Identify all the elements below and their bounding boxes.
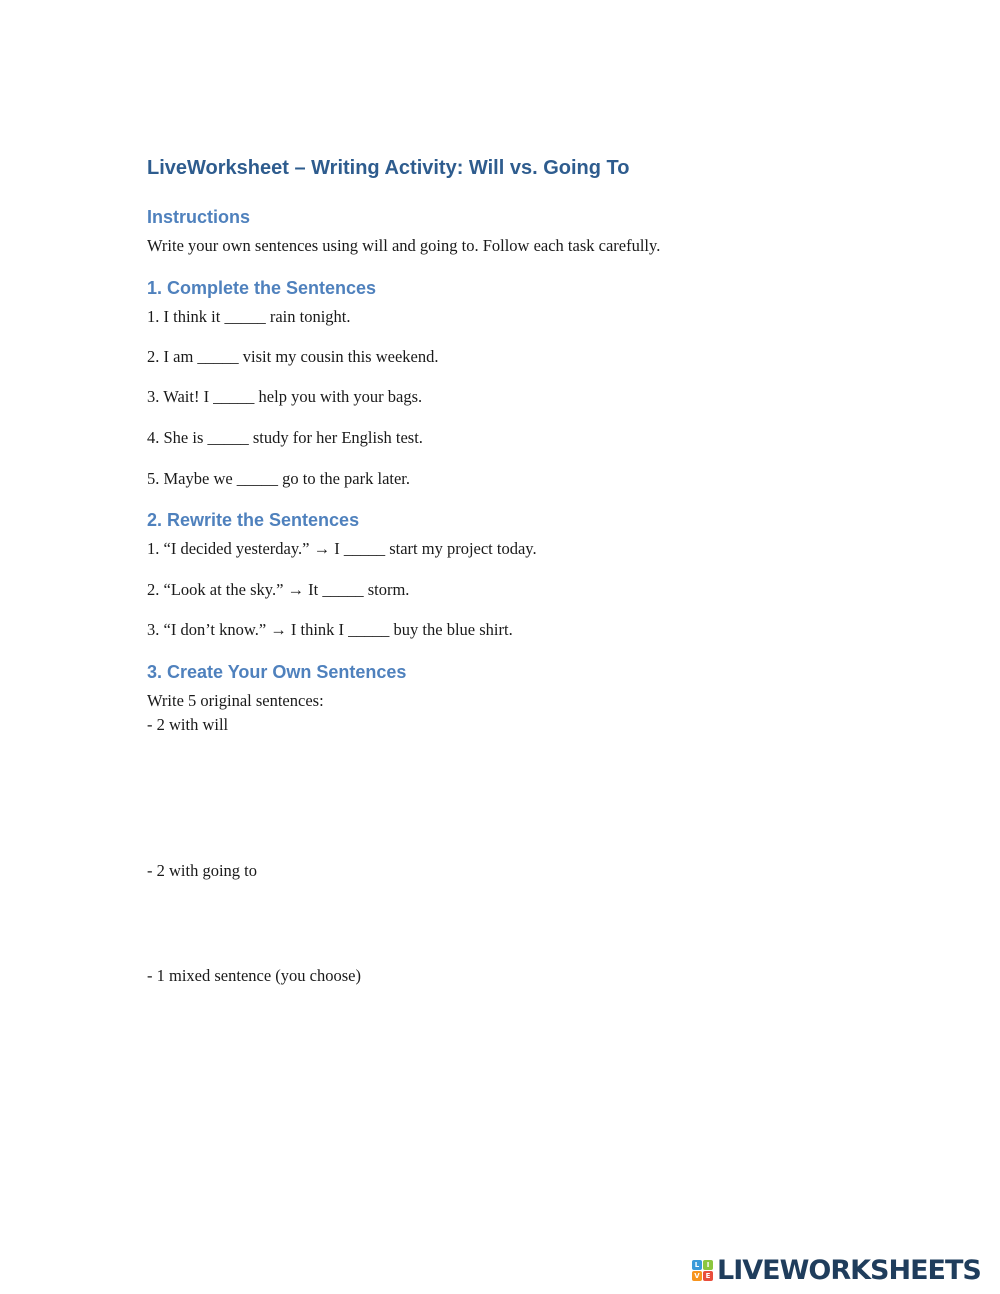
section3-heading: 3. Create Your Own Sentences	[147, 662, 407, 682]
logo-mark-cell: V	[692, 1271, 702, 1281]
section1-item: 5. Maybe we _____ go to the park later.	[147, 469, 411, 488]
section2-item: 2. “Look at the sky.” → It _____ storm.	[147, 580, 410, 599]
section1-item: 1. I think it _____ rain tonight.	[147, 307, 351, 326]
logo-mark-cell: E	[703, 1271, 713, 1281]
section2-item: 3. “I don’t know.” → I think I _____ buy the blue shirt.	[147, 620, 513, 639]
liveworksheets-logo	[692, 1254, 981, 1286]
section2-item: 1. “I decided yesterday.” → I _____ start my project today.	[147, 539, 537, 558]
logo-mark-cell: I	[703, 1260, 713, 1270]
section3-task: - 2 with going to	[147, 861, 257, 880]
instructions-text: Write your own sentences using will and going to. Follow each task carefully.	[147, 236, 661, 255]
section1-heading: 1. Complete the Sentences	[147, 278, 377, 298]
section3-intro: Write 5 original sentences:	[147, 691, 324, 710]
instructions-heading: Instructions	[147, 207, 251, 227]
liveworksheets-logo-icon	[692, 1260, 713, 1281]
section1-item: 4. She is _____ study for her English test.	[147, 428, 423, 447]
logo-mark-cell: L	[692, 1260, 702, 1270]
section1-item: 2. I am _____ visit my cousin this weekend.	[147, 347, 439, 366]
section3-task: - 1 mixed sentence (you choose)	[147, 966, 361, 985]
page-title: LiveWorksheet – Writing Activity: Will vs. Going To	[147, 157, 630, 179]
logo-wordmark: LIVEWORKSHEETS	[717, 1254, 981, 1286]
section3-task: - 2 with will	[147, 715, 229, 734]
section1-item: 3. Wait! I _____ help you with your bags.	[147, 387, 423, 406]
section2-heading: 2. Rewrite the Sentences	[147, 510, 360, 530]
